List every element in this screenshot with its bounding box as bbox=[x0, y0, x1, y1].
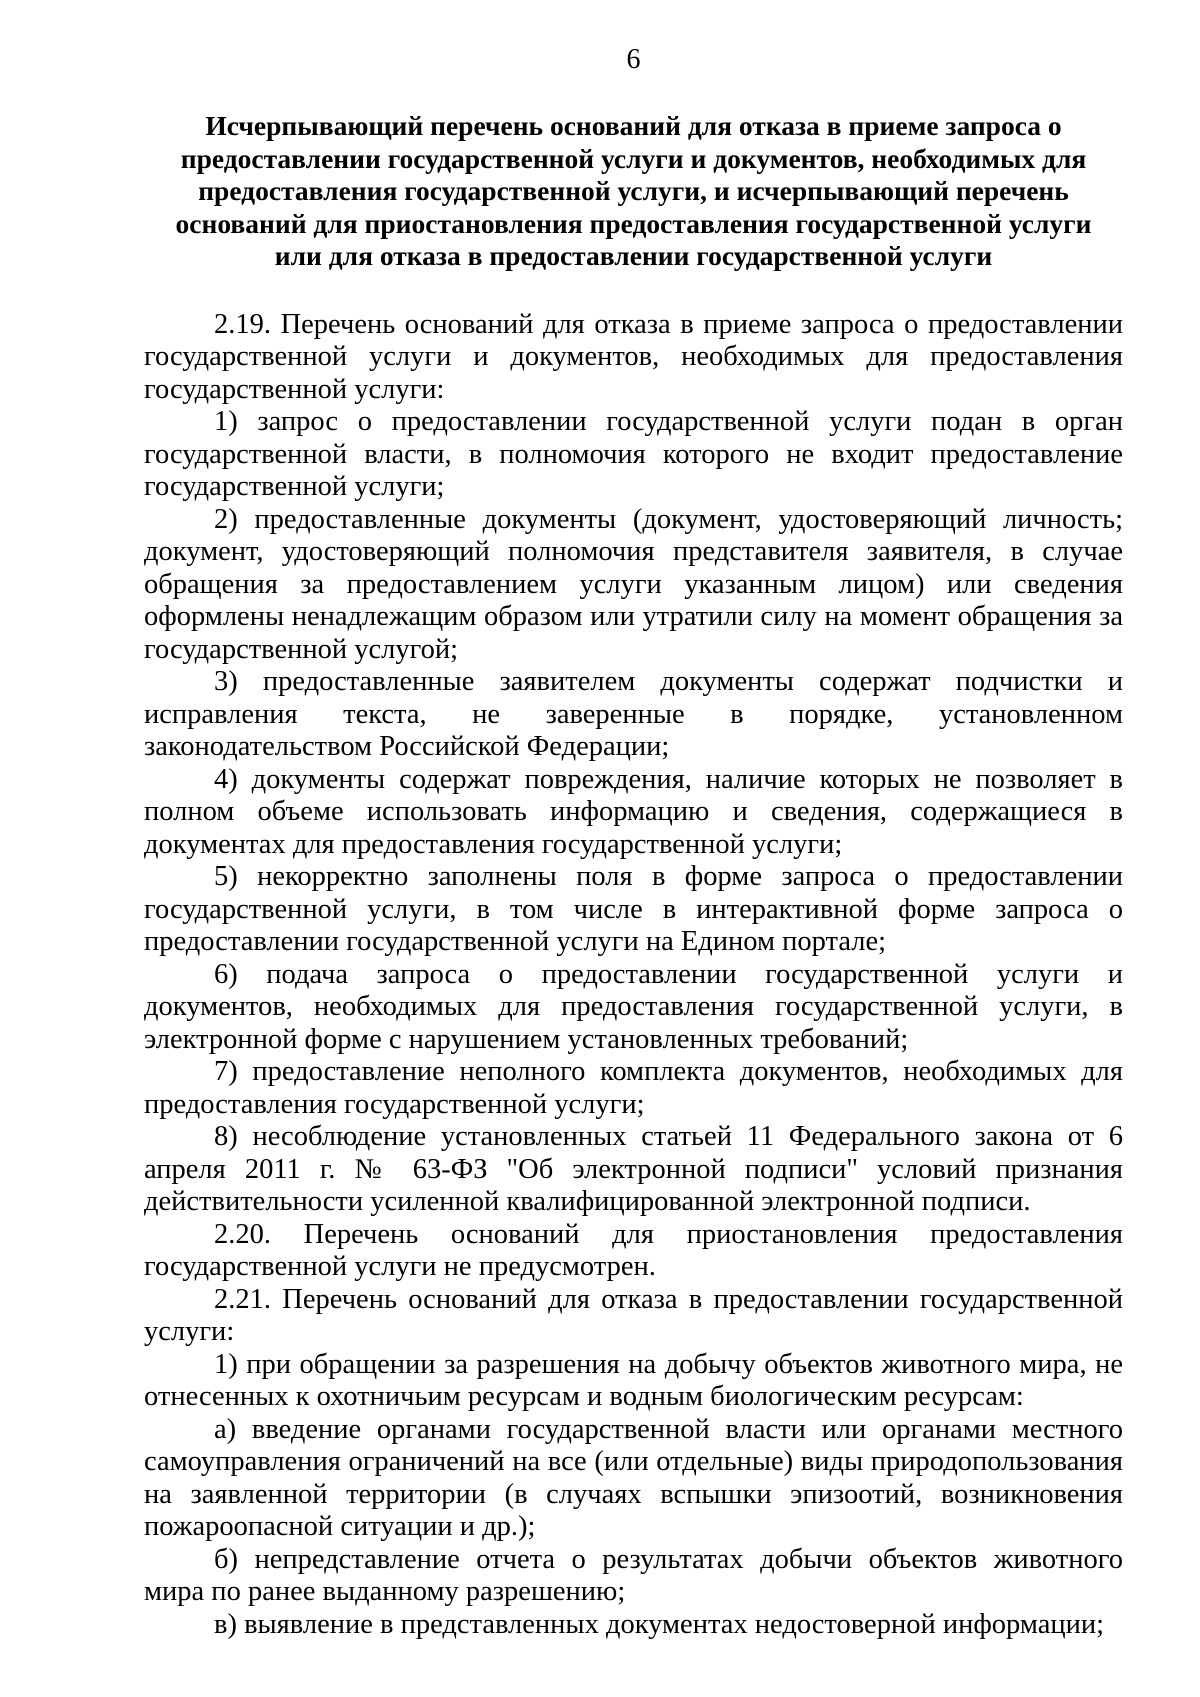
list-item-v: в) выявление в представленных документах недостоверной информации; bbox=[214, 1608, 1105, 1640]
section-title-line: предоставлении государственной услуги и документов, необходимых для bbox=[180, 142, 1087, 174]
section-title bbox=[144, 110, 1123, 273]
section-title-line: оснований для приостановления предоставления государственной услуги bbox=[175, 207, 1092, 239]
list-item-2-21-1: 1) при обращении за разрешения на добычу объектов животного мира, не отнесенных к охотничьим ресурсам и водным биологическим ресурсам: bbox=[144, 1348, 1123, 1412]
list-item-5: 5) некорректно заполнены поля в форме запроса о предоставлении государственной услуги, в том числе в интерактивной форме запроса о предоставлении государственной услуги на Едином портале; bbox=[144, 861, 1123, 957]
list-item-a: а) введение органами государственной власти или органами местного самоуправления ограничений на все (или отдельные) виды природопользования на заявленной территории (в случаях вспышки эпизоотий, возникновения пожароопасной ситуации и др.); bbox=[144, 1413, 1123, 1542]
list-item-1: 1) запрос о предоставлении государственной услуги подан в орган государственной власти, в полномочия которого не входит предоставление государственной услуги; bbox=[144, 406, 1123, 502]
list-item-6: 6) подача запроса о предоставлении государственной услуги и документов, необходимых для предоставления государственной услуги, в электронной форме с нарушением установленных требований; bbox=[144, 958, 1123, 1055]
list-item-2: 2) предоставленные документы (документ, удостоверяющий личность; документ, удостоверяющий полномочия представителя заявителя, в случае обращения за предоставлением услуги указанным лицом) или сведения оформлены ненадлежащим образом или утратили силу на момент обращения за государственной услугой; bbox=[144, 503, 1123, 665]
page-number: 6 bbox=[626, 44, 641, 75]
section-title-line: или для отказа в предоставлении государственной услуги bbox=[274, 240, 993, 271]
list-item-8: 8) несоблюдение установленных статьей 11 Федерального закона от 6 апреля 2011 г. № 63-ФЗ "Об электронной подписи" условий признания действительности усиленной квалифицированной электронной подписи. bbox=[144, 1121, 1123, 1217]
section-title-line: Исчерпывающий перечень оснований для отказа в приеме запроса о bbox=[205, 110, 1062, 141]
list-item-4: 4) документы содержат повреждения, наличие которых не позволяет в полном объеме использовать информацию и сведения, содержащиеся в документах для предоставления государственной услуги; bbox=[144, 763, 1123, 860]
body-text bbox=[144, 309, 1123, 1642]
paragraph-2-19: 2.19. Перечень оснований для отказа в приеме запроса о предоставлении государственной услуги и документов, необходимых для предоставления государственной услуги: bbox=[144, 308, 1123, 405]
list-item-b: б) непредставление отчета о результатах добычи объектов животного мира по ранее выданному разрешению; bbox=[144, 1543, 1123, 1607]
list-item-7: 7) предоставление неполного комплекта документов, необходимых для предоставления государственной услуги; bbox=[144, 1056, 1123, 1120]
section-title-line: предоставления государственной услуги, и исчерпывающий перечень bbox=[198, 175, 1069, 206]
paragraph-2-20: 2.20. Перечень оснований для приостановления предоставления государственной услуги не предусмотрен. bbox=[144, 1218, 1123, 1282]
list-item-3: 3) предоставленные заявителем документы содержат подчистки и исправления текста, не заверенные в порядке, установленном законодательством Российской Федерации; bbox=[144, 666, 1123, 762]
paragraph-2-21: 2.21. Перечень оснований для отказа в предоставлении государственной услуги: bbox=[144, 1283, 1123, 1347]
